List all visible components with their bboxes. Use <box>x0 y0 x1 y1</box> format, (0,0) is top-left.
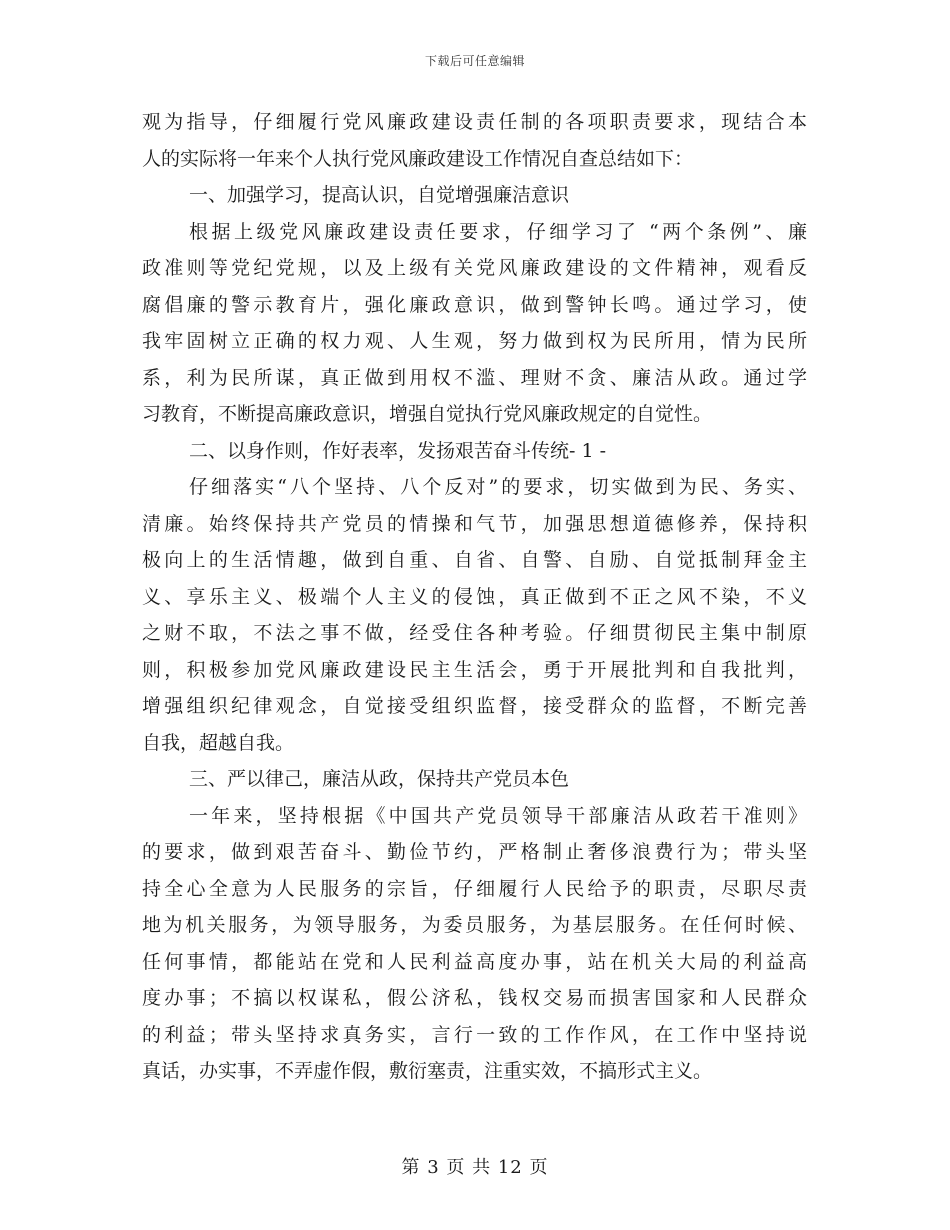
text-line: 观为指导，仔细履行党风廉政建设责任制的各项职责要求，现结合本 <box>142 111 807 133</box>
text-line: 增强组织纪律观念，自觉接受组织监督，接受群众的监督，不断完善 <box>142 695 807 717</box>
text-line: 三、严以律己，廉洁从政，保持共产党员本色 <box>189 768 570 790</box>
text-line: 根据上级党风廉政建设责任要求，仔细学习了 “两个条例”、廉 <box>189 220 807 243</box>
text-line: 义、享乐主义、极端个人主义的侵蚀，真正做到不正之风不染，不义 <box>142 585 807 608</box>
text-line: 真话，办实事，不弄虚作假，敷衍塞责，注重实效，不搞形式主义。 <box>142 1060 713 1082</box>
text-line: 任何事情，都能站在党和人民利益高度办事，站在机关大局的利益高 <box>142 950 807 973</box>
text-line: 度办事；不搞以权谋私，假公济私，钱权交易而损害国家和人民群众 <box>142 987 807 1009</box>
text-line: 政准则等党纪党规，以及上级有关党风廉政建设的文件精神，观看反 <box>142 257 807 279</box>
text-line: 则，积极参加党风廉政建设民主生活会，勇于开展批判和自我批判， <box>142 658 807 681</box>
text-line: 系，利为民所谋，真正做到用权不滥、理财不贪、廉洁从政。通过学 <box>142 366 807 389</box>
text-line: 之财不取，不法之事不做，经受住各种考验。仔细贯彻民主集中制原 <box>142 622 807 644</box>
text-line: 习教育，不断提高廉政意识，增强自觉执行党风廉政规定的自觉性。 <box>142 403 713 425</box>
text-line: 地为机关服务，为领导服务，为委员服务，为基层服务。在任何时候、 <box>142 914 807 936</box>
text-line: 人的实际将一年来个人执行党风廉政建设工作情况自查总结如下： <box>142 147 694 170</box>
text-line: 我牢固树立正确的权力观、人生观，努力做到权为民所用，情为民所 <box>142 330 807 352</box>
text-line: 仔细落实“八个坚持、八个反对”的要求，切实做到为民、务实、 <box>189 476 807 498</box>
text-line: 的利益；带头坚持求真务实，言行一致的工作作风，在工作中坚持说 <box>142 1023 807 1046</box>
text-line: 的要求，做到艰苦奋斗、勤俭节约，严格制止奢侈浪费行为；带头坚 <box>142 841 807 863</box>
text-line: 清廉。始终保持共产党员的情操和气节，加强思想道德修养，保持积 <box>142 512 807 535</box>
text-line: 持全心全意为人民服务的宗旨，仔细履行人民给予的职责，尽职尽责 <box>142 877 807 900</box>
text-line: 极向上的生活情趣，做到自重、自省、自警、自励、自觉抵制拜金主 <box>142 549 807 571</box>
text-line: 二、以身作则，作好表率，发扬艰苦奋斗传统- 1 - <box>189 439 607 462</box>
page-header: 下载后可任意编辑 <box>424 54 525 68</box>
text-line: 一、加强学习，提高认识，自觉增强廉洁意识 <box>189 184 570 206</box>
text-line: 一年来，坚持根据《中国共产党员领导干部廉洁从政若干准则》 <box>189 804 807 827</box>
page-footer: 第 3 页 共 12 页 <box>401 1157 549 1178</box>
text-line: 自我，超越自我。 <box>142 731 295 754</box>
document-body <box>142 104 807 1090</box>
text-line: 腐倡廉的警示教育片，强化廉政意识，做到警钟长鸣。通过学习，使 <box>142 293 807 316</box>
